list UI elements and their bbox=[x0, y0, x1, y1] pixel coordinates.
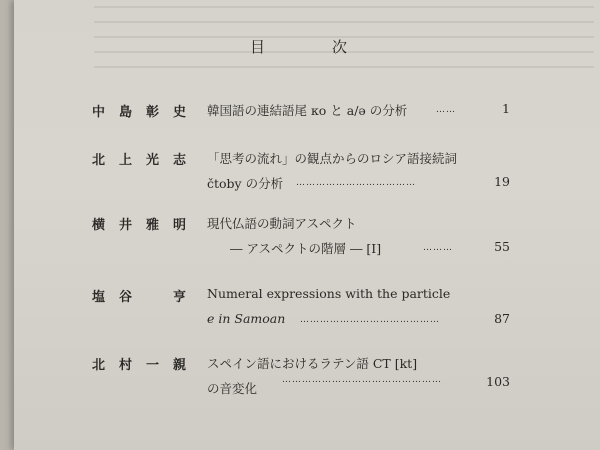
entry-page-number: 103 bbox=[486, 374, 510, 389]
entry-author: 北上光志 bbox=[92, 153, 201, 168]
entry-author: 塩谷 亨 bbox=[92, 290, 201, 305]
entry-title-line: ― アスペクトの階層 ― [Ⅰ] bbox=[230, 241, 382, 256]
entry-author: 中島彰史 bbox=[92, 105, 201, 120]
dot-leader: ……… bbox=[423, 243, 453, 253]
toc-heading: 目 次 bbox=[250, 38, 374, 56]
entry-title-line: 現代仏語の動詞アスペクト bbox=[207, 216, 357, 231]
dot-leader: ………………………………………… bbox=[282, 375, 442, 385]
entry-title-line: の音変化 bbox=[207, 381, 258, 396]
toc-entry bbox=[0, 214, 600, 274]
entry-page-number: 55 bbox=[494, 239, 510, 254]
entry-author: 北村一親 bbox=[92, 358, 201, 373]
dot-leader: ……………………………… bbox=[296, 178, 416, 188]
entry-title-line: 韓国語の連結語尾 κο と a/ə の分析 bbox=[207, 103, 408, 118]
entry-page-number: 87 bbox=[494, 311, 510, 326]
entry-author: 横井雅明 bbox=[92, 218, 201, 233]
entry-page-number: 19 bbox=[494, 174, 510, 189]
entry-title-line: čtoby の分析 bbox=[207, 176, 284, 191]
toc-entry bbox=[0, 286, 600, 346]
dot-leader: …………………………………… bbox=[300, 315, 440, 325]
toc-entry bbox=[0, 149, 600, 209]
entry-title-line: 「思考の流れ」の観点からのロシア語接続詞 bbox=[207, 151, 458, 166]
toc-entry bbox=[0, 354, 600, 414]
dot-leader: …… bbox=[436, 105, 456, 115]
entry-title-line: Numeral expressions with the particle bbox=[207, 286, 451, 301]
entry-title-line: スペイン語におけるラテン語 CT [kt] bbox=[207, 356, 418, 371]
entry-page-number: 1 bbox=[502, 101, 510, 116]
entry-title-line: e in Samoan bbox=[207, 311, 286, 326]
